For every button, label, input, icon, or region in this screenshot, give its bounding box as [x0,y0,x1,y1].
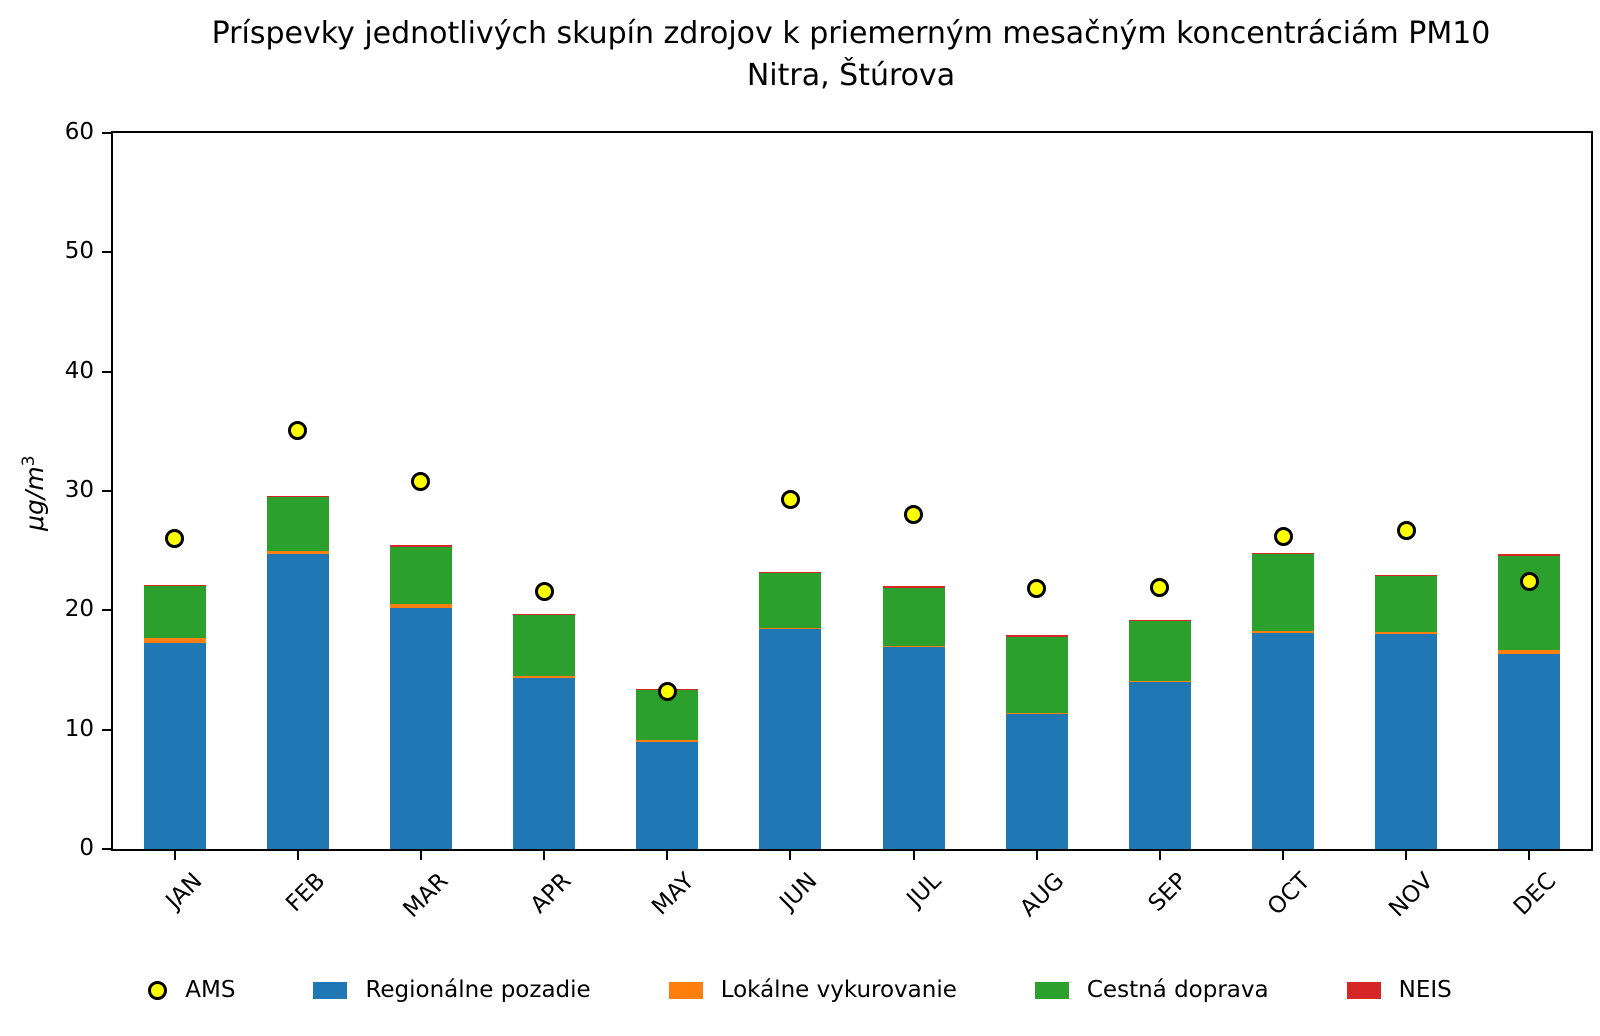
legend-item-neis [1347,977,1452,1003]
x-tick-mark [1159,851,1161,860]
legend-item-region-lne-pozadie [313,977,590,1003]
x-tick-mark [420,851,422,860]
ams-point-oct [1274,527,1293,546]
ams-point-nov [1397,521,1416,540]
x-tick-mark [297,851,299,860]
legend-label: Cestná doprava [1086,977,1269,1003]
legend-marker-swatch [313,982,347,999]
stacked-bar-aug [1006,635,1068,849]
bar-segment [883,647,945,849]
x-tick-label-oct: OCT [1262,868,1316,921]
x-tick-label-dec: DEC [1509,868,1562,921]
bar-segment [1129,682,1191,849]
bar-segment [144,643,206,849]
stacked-bar-jan [144,585,206,849]
legend-item-lok-lne-vykurovanie [669,977,957,1003]
y-axis-label-main: μg/m [20,466,50,531]
y-tick-label: 10 [64,715,94,742]
bar-segment [759,629,821,849]
stacked-bar-jul [883,586,945,849]
bar-segment [267,497,329,551]
legend-marker-circle [148,981,167,1000]
x-tick-mark [1282,851,1284,860]
x-tick-label-may: MAY [647,868,700,921]
x-tick-label-sep: SEP [1143,868,1193,917]
bar-segment [1129,621,1191,681]
stacked-bar-apr [513,614,575,849]
x-tick-mark [666,851,668,860]
x-tick-label-apr: APR [525,868,577,919]
bar-segment [1375,634,1437,849]
stacked-bar-dec [1498,554,1560,849]
legend-item-ams [148,977,235,1003]
legend-item-cestn-doprava [1035,977,1269,1003]
x-tick-mark [543,851,545,860]
stacked-bar-may [636,689,698,849]
bar-segment [1006,637,1068,713]
x-tick-label-mar: MAR [398,868,454,923]
stacked-bar-nov [1375,575,1437,849]
bar-segment [144,586,206,637]
y-tick-mark [102,132,111,134]
bar-segment [513,678,575,849]
bar-segment [1498,556,1560,650]
y-tick-label: 20 [64,596,94,623]
bar-segment [1252,554,1314,630]
x-tick-mark [174,851,176,860]
bar-segment [1252,633,1314,849]
x-tick-label-jul: JUL [901,868,946,913]
y-tick-label: 60 [64,119,94,145]
x-tick-label-nov: NOV [1384,868,1439,923]
ams-point-dec [1520,572,1539,591]
bar-segment [1498,654,1560,849]
x-tick-mark [789,851,791,860]
stacked-bar-jun [759,572,821,849]
y-tick-mark [102,609,111,611]
legend-label: NEIS [1398,977,1452,1003]
x-tick-label-jun: JUN [775,868,823,916]
legend-marker-swatch [1035,982,1069,999]
legend-label: Lokálne vykurovanie [720,977,957,1003]
bar-segment [759,573,821,628]
ams-point-feb [288,421,307,440]
bar-segment [1375,576,1437,632]
bar-segment [636,742,698,849]
y-tick-mark [102,729,111,731]
y-axis-label-exponent: 3 [18,455,39,467]
ams-point-jun [781,490,800,509]
ams-point-may [658,682,677,701]
chart-title: Príspevky jednotlivých skupín zdrojov k priemerným mesačným koncentráciám PM10 [211,16,1491,51]
bar-segment [883,588,945,646]
y-tick-mark [102,490,111,492]
legend-marker-swatch [1347,982,1381,999]
y-tick-label: 50 [64,238,94,265]
x-tick-mark [1405,851,1407,860]
y-tick-mark [102,848,111,850]
legend-marker-swatch [669,982,703,999]
plot-area [111,131,1593,851]
x-tick-mark [1036,851,1038,860]
y-tick-mark [102,371,111,373]
stacked-bar-sep [1129,620,1191,849]
bar-segment [390,547,452,604]
bar-segment [1006,714,1068,849]
stacked-bar-mar [390,545,452,849]
y-tick-mark [102,251,111,253]
bar-segment [390,608,452,849]
stacked-bar-feb [267,496,329,849]
legend-label: Regionálne pozadie [365,977,591,1003]
legend-label: AMS [185,977,236,1003]
stacked-bar-oct [1252,553,1314,849]
x-tick-label-aug: AUG [1015,868,1070,923]
y-tick-label: 40 [64,357,94,384]
y-tick-label: 0 [79,835,94,861]
x-tick-mark [913,851,915,860]
ams-point-apr [535,582,554,601]
chart-subtitle: Nitra, Štúrova [746,58,956,93]
x-tick-label-jan: JAN [160,868,207,915]
x-tick-label-feb: FEB [280,868,331,918]
legend [0,968,1600,1012]
x-tick-mark [1528,851,1530,860]
y-tick-label: 30 [64,477,94,503]
bar-segment [513,615,575,676]
bar-segment [267,554,329,849]
